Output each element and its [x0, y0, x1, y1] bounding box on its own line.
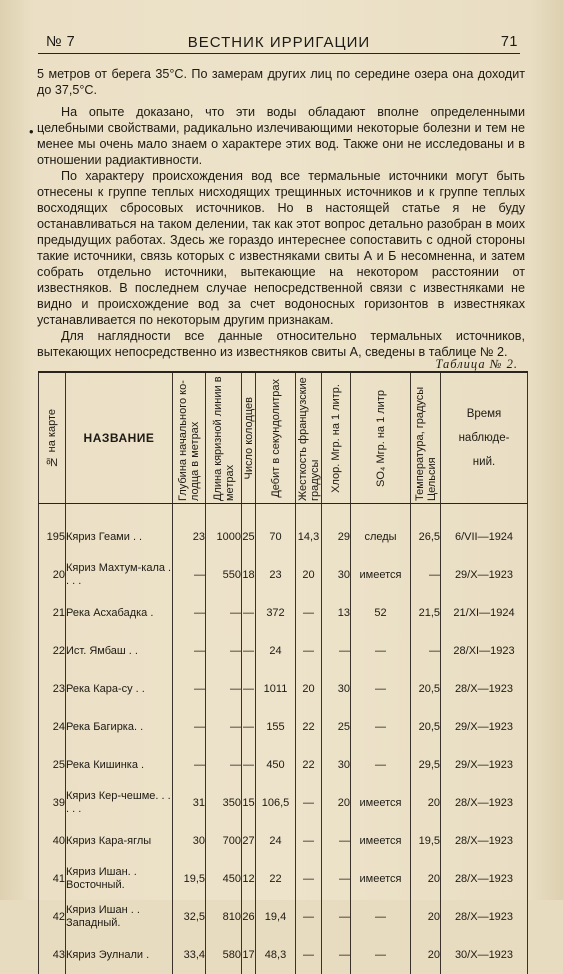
cell-length: 550	[206, 556, 242, 594]
cell-temp: 20	[411, 936, 441, 974]
cell-name: Кяриз Ишан. . Восточный.	[66, 860, 173, 898]
article-body	[37, 66, 525, 360]
table-row	[39, 632, 528, 670]
col-header-num: № на карте	[39, 372, 66, 504]
cell-depth: 32,5	[173, 898, 206, 936]
cell-date: 28/X—1923	[441, 898, 528, 936]
cell-chlorine: 30	[322, 670, 351, 708]
cell-hardness: —	[296, 822, 322, 860]
cell-wells: 26	[242, 898, 256, 936]
col-header-depth: Глубина начального ко-лодца в метрах	[173, 372, 206, 504]
cell-so4: имеется	[351, 822, 411, 860]
cell-so4: 52	[351, 594, 411, 632]
cell-temp: 20	[411, 784, 441, 822]
cell-date: 28/XI—1923	[441, 632, 528, 670]
cell-chlorine: 30	[322, 746, 351, 784]
margin-mark: •	[29, 124, 34, 139]
cell-num: 24	[39, 708, 66, 746]
cell-wells: 12	[242, 860, 256, 898]
cell-debit: 372	[256, 594, 296, 632]
cell-temp: 20,5	[411, 670, 441, 708]
cell-wells: —	[242, 708, 256, 746]
cell-length: —	[206, 746, 242, 784]
cell-wells: —	[242, 746, 256, 784]
cell-hardness: —	[296, 594, 322, 632]
cell-date: 29/X—1923	[441, 556, 528, 594]
cell-wells: 25	[242, 518, 256, 556]
col-header-temp: Температура, градусы Цельсия	[411, 372, 441, 504]
cell-length: 1000	[206, 518, 242, 556]
cell-debit: 24	[256, 822, 296, 860]
cell-length: 810	[206, 898, 242, 936]
col-header-hardness: Жесткость французские градусы	[296, 372, 322, 504]
cell-so4: —	[351, 670, 411, 708]
cell-name: Кяриз Кара-яглы	[66, 822, 173, 860]
cell-wells: 15	[242, 784, 256, 822]
cell-length: —	[206, 632, 242, 670]
paragraph: Для наглядности все данные относительно термальных источников, вытекающих непосредственно из известняков свиты А, сведены в таблице № 2.	[37, 329, 525, 359]
cell-chlorine: —	[322, 898, 351, 936]
table-row	[39, 746, 528, 784]
cell-so4: —	[351, 632, 411, 670]
cell-temp: 20,5	[411, 708, 441, 746]
springs-table	[38, 371, 528, 974]
table-row	[39, 936, 528, 974]
cell-hardness: 14,3	[296, 518, 322, 556]
cell-name: Река Кишинка .	[66, 746, 173, 784]
cell-wells: 17	[242, 936, 256, 974]
cell-debit: 450	[256, 746, 296, 784]
paragraph: 5 метров от берега 35°С. По замерам других лиц по середине озера она доходит до 37,5°С.	[37, 67, 525, 97]
cell-name: Кяриз Геами . .	[66, 518, 173, 556]
cell-so4: —	[351, 936, 411, 974]
cell-depth: 31	[173, 784, 206, 822]
cell-date: 29/X—1923	[441, 746, 528, 784]
cell-num: 195	[39, 518, 66, 556]
cell-num: 42	[39, 898, 66, 936]
cell-num: 41	[39, 860, 66, 898]
cell-temp: 21,5	[411, 594, 441, 632]
col-header-debit: Дебит в секундолитрах	[256, 372, 296, 504]
cell-chlorine: 30	[322, 556, 351, 594]
cell-hardness: —	[296, 860, 322, 898]
cell-hardness: 20	[296, 670, 322, 708]
cell-temp: 20	[411, 898, 441, 936]
cell-chlorine: 25	[322, 708, 351, 746]
cell-debit: 155	[256, 708, 296, 746]
cell-date: 28/X—1923	[441, 784, 528, 822]
page-header	[38, 31, 520, 54]
cell-temp: —	[411, 632, 441, 670]
cell-num: 22	[39, 632, 66, 670]
cell-chlorine: 29	[322, 518, 351, 556]
page-number: 71	[500, 34, 518, 50]
cell-debit: 19,4	[256, 898, 296, 936]
cell-debit: 70	[256, 518, 296, 556]
cell-num: 21	[39, 594, 66, 632]
paragraph: По характеру происхождения вод все термальные источники могут быть отнесены к группе теплых нисходящих трещинных источников и к группе теплых восходящих сбросовых источников. Но в настоящей статье я не буду останавливаться на таком делении, так как этот вопрос детально разобран в моих предыдущих работах. Здесь же гораздо интереснее сопоставить с одной стороны такие источники, связь которых с известняками свиты А и Б несомненна, и затем собрать отдельно источники, вытекающие на некотором расстоянии от известняков. В последнем случае непосредственной связи с известняками не видно и происхождение вод за счет водоносных горизонтов в известняках устанавливается по некоторым другим признакам.	[37, 169, 525, 327]
table-row	[39, 822, 528, 860]
cell-hardness: 22	[296, 708, 322, 746]
cell-depth: 30	[173, 822, 206, 860]
cell-hardness: —	[296, 784, 322, 822]
cell-date: 28/X—1923	[441, 670, 528, 708]
cell-debit: 1011	[256, 670, 296, 708]
cell-wells: —	[242, 670, 256, 708]
cell-so4: имеется	[351, 860, 411, 898]
paragraph: На опыте доказано, что эти воды обладают вполне определенными целебными свойствами, радикально излечивающими некоторые болезни и тем не менее мы очень мало знаем о характере этих вод. Также они не исследованы и в отношении радиактивности.	[37, 105, 525, 167]
cell-length: 450	[206, 860, 242, 898]
cell-name: Кяриз Ишан . . Западный.	[66, 898, 173, 936]
cell-temp: —	[411, 556, 441, 594]
cell-num: 39	[39, 784, 66, 822]
cell-wells: —	[242, 632, 256, 670]
cell-chlorine: —	[322, 632, 351, 670]
cell-date: 28/X—1923	[441, 822, 528, 860]
cell-name: Река Асхабадка .	[66, 594, 173, 632]
cell-depth: 23	[173, 518, 206, 556]
cell-wells: 18	[242, 556, 256, 594]
cell-depth: —	[173, 746, 206, 784]
cell-chlorine: 13	[322, 594, 351, 632]
cell-debit: 48,3	[256, 936, 296, 974]
cell-temp: 19,5	[411, 822, 441, 860]
cell-so4: следы	[351, 518, 411, 556]
cell-depth: —	[173, 632, 206, 670]
cell-depth: —	[173, 556, 206, 594]
cell-name: Ист. Ямбаш . .	[66, 632, 173, 670]
cell-length: 700	[206, 822, 242, 860]
journal-title: ВЕСТНИК ИРРИГАЦИИ	[187, 34, 371, 51]
table-row	[39, 708, 528, 746]
cell-date: 30/X—1923	[441, 936, 528, 974]
cell-date: 29/X—1923	[441, 708, 528, 746]
table-header-row	[39, 372, 528, 504]
cell-num: 25	[39, 746, 66, 784]
cell-so4: —	[351, 746, 411, 784]
col-header-chlorine: Хлор. Мгр. на 1 литр.	[322, 372, 351, 504]
cell-depth: —	[173, 670, 206, 708]
cell-name: Кяриз Кер-чешме. . . . . .	[66, 784, 173, 822]
col-header-length: Длина кяризной линии в метрах	[206, 372, 242, 504]
cell-debit: 23	[256, 556, 296, 594]
cell-num: 20	[39, 556, 66, 594]
cell-depth: 19,5	[173, 860, 206, 898]
cell-length: —	[206, 594, 242, 632]
cell-name: Кяриз Махтум-кала . . . .	[66, 556, 173, 594]
cell-chlorine: —	[322, 860, 351, 898]
cell-wells: 27	[242, 822, 256, 860]
cell-hardness: —	[296, 898, 322, 936]
issue-number: № 7	[46, 34, 76, 50]
cell-depth: —	[173, 708, 206, 746]
cell-date: 6/VII—1924	[441, 518, 528, 556]
cell-temp: 20	[411, 860, 441, 898]
cell-name: Кяриз Эулнали .	[66, 936, 173, 974]
cell-so4: имеется	[351, 784, 411, 822]
cell-name: Река Кара-су . .	[66, 670, 173, 708]
cell-num: 40	[39, 822, 66, 860]
cell-temp: 29,5	[411, 746, 441, 784]
table-row	[39, 860, 528, 898]
cell-so4: —	[351, 898, 411, 936]
cell-debit: 24	[256, 632, 296, 670]
cell-depth: 33,4	[173, 936, 206, 974]
cell-chlorine: —	[322, 822, 351, 860]
cell-debit: 106,5	[256, 784, 296, 822]
table-caption: Таблица № 2.	[435, 357, 518, 371]
cell-so4: —	[351, 708, 411, 746]
cell-name: Река Багирка. .	[66, 708, 173, 746]
cell-chlorine: 20	[322, 784, 351, 822]
cell-length: 580	[206, 936, 242, 974]
cell-hardness: —	[296, 632, 322, 670]
cell-hardness: —	[296, 936, 322, 974]
cell-length: —	[206, 670, 242, 708]
cell-so4: имеется	[351, 556, 411, 594]
col-header-so4: SO₄ Мгр. на 1 литр	[351, 372, 411, 504]
col-header-name: НАЗВАНИЕ	[66, 372, 173, 504]
cell-chlorine: —	[322, 936, 351, 974]
cell-hardness: 20	[296, 556, 322, 594]
cell-hardness: 22	[296, 746, 322, 784]
table-row	[39, 518, 528, 556]
col-header-wells: Число колодцев	[242, 372, 256, 504]
cell-length: —	[206, 708, 242, 746]
cell-date: 28/X—1923	[441, 860, 528, 898]
cell-depth: —	[173, 594, 206, 632]
cell-wells: —	[242, 594, 256, 632]
cell-temp: 26,5	[411, 518, 441, 556]
cell-num: 43	[39, 936, 66, 974]
table-row	[39, 556, 528, 594]
table-row	[39, 784, 528, 822]
table-row	[39, 670, 528, 708]
table-row	[39, 594, 528, 632]
cell-num: 23	[39, 670, 66, 708]
col-header-time: Время наблюде- ний.	[441, 372, 528, 504]
table-row	[39, 898, 528, 936]
cell-date: 21/XI—1924	[441, 594, 528, 632]
cell-length: 350	[206, 784, 242, 822]
cell-debit: 22	[256, 860, 296, 898]
